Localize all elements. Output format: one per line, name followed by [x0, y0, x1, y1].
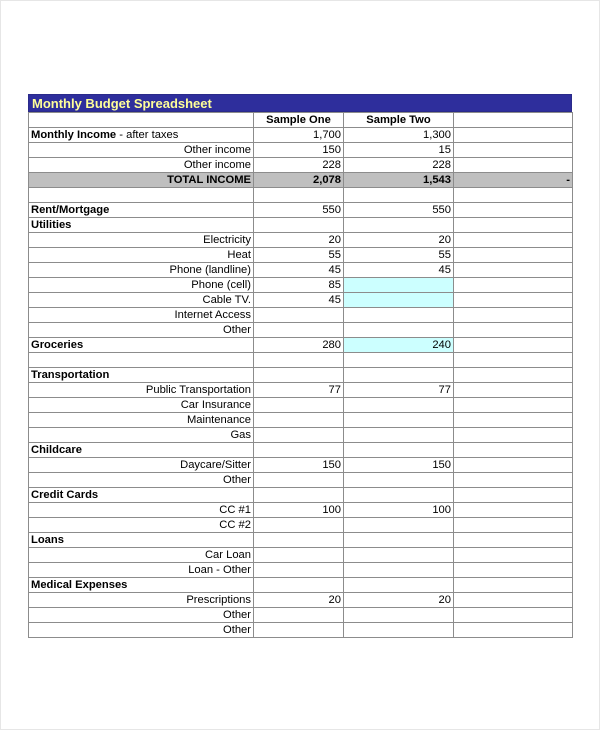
table-row	[29, 263, 573, 278]
sample-two-cell[interactable]: 228	[344, 158, 454, 173]
row-label-cell[interactable]	[29, 218, 254, 233]
row-label-cell[interactable]	[29, 158, 254, 173]
sample-one-cell[interactable]	[254, 623, 344, 638]
row-label: Other income	[183, 159, 251, 171]
table-row	[29, 578, 573, 593]
sample-one-cell[interactable]	[254, 218, 344, 233]
row-label-cell[interactable]	[29, 383, 254, 398]
sample-two-cell[interactable]	[344, 563, 454, 578]
sample-two-cell[interactable]	[344, 548, 454, 563]
sample-two-cell[interactable]	[344, 323, 454, 338]
table-row	[29, 473, 573, 488]
row-label: Credit Cards	[31, 489, 99, 501]
extra-cell[interactable]	[454, 503, 573, 518]
sample-two-cell[interactable]: 45	[344, 263, 454, 278]
table-row	[29, 608, 573, 623]
row-label-cell[interactable]	[29, 473, 254, 488]
sample-two-cell[interactable]	[344, 428, 454, 443]
table-row	[29, 338, 573, 353]
row-label-cell[interactable]	[29, 428, 254, 443]
table-row	[29, 173, 573, 188]
extra-cell[interactable]	[454, 473, 573, 488]
row-label: Loan - Other	[188, 564, 251, 576]
extra-cell[interactable]	[454, 263, 573, 278]
extra-cell[interactable]	[454, 593, 573, 608]
sample-two-cell[interactable]: 1,300	[344, 128, 454, 143]
sample-one-cell[interactable]	[254, 518, 344, 533]
table-row	[29, 518, 573, 533]
row-label: Monthly Income	[31, 129, 117, 141]
sample-two-cell[interactable]: 55	[344, 248, 454, 263]
row-label: Prescriptions	[186, 594, 251, 606]
table-row	[29, 308, 573, 323]
table-row	[29, 428, 573, 443]
row-label-cell[interactable]	[29, 623, 254, 638]
row-label: Public Transportation	[145, 384, 251, 396]
extra-cell[interactable]	[454, 308, 573, 323]
row-label-cell[interactable]	[29, 548, 254, 563]
row-label: Other	[223, 474, 251, 486]
extra-cell[interactable]	[454, 248, 573, 263]
extra-cell[interactable]: -	[454, 173, 573, 188]
table-row	[29, 623, 573, 638]
row-label-cell[interactable]	[29, 593, 254, 608]
sample-two-cell[interactable]: 15	[344, 143, 454, 158]
sample-one-cell[interactable]: 100	[254, 503, 344, 518]
sample-two-cell[interactable]	[344, 218, 454, 233]
sample-two-cell[interactable]	[344, 488, 454, 503]
sample-one-cell[interactable]: 45	[254, 293, 344, 308]
sample-one-cell[interactable]	[254, 368, 344, 383]
table-row	[29, 563, 573, 578]
row-label-cell[interactable]	[29, 563, 254, 578]
row-label-suffix: - after taxes	[116, 129, 179, 141]
row-label: Heat	[227, 249, 251, 261]
sample-two-cell[interactable]	[344, 578, 454, 593]
table-row	[29, 548, 573, 563]
extra-cell[interactable]	[454, 233, 573, 248]
sample-one-cell[interactable]: 550	[254, 203, 344, 218]
sample-one-cell[interactable]: 45	[254, 263, 344, 278]
extra-cell[interactable]	[454, 428, 573, 443]
sample-two-cell[interactable]	[344, 308, 454, 323]
extra-cell[interactable]	[454, 563, 573, 578]
table-row	[29, 533, 573, 548]
row-label-cell[interactable]	[29, 443, 254, 458]
sample-one-cell[interactable]: 150	[254, 143, 344, 158]
table-row	[29, 353, 573, 368]
extra-cell[interactable]	[454, 458, 573, 473]
row-label-cell[interactable]	[29, 338, 254, 353]
row-label: Utilities	[31, 219, 72, 231]
row-label-cell[interactable]	[29, 533, 254, 548]
row-label: Other	[223, 324, 251, 336]
extra-cell[interactable]	[454, 353, 573, 368]
row-label: Internet Access	[174, 309, 251, 321]
extra-cell[interactable]	[454, 338, 573, 353]
sample-two-cell[interactable]: 1,543	[344, 173, 454, 188]
table-row	[29, 218, 573, 233]
table-row	[29, 203, 573, 218]
row-label: Groceries	[31, 339, 84, 351]
extra-cell[interactable]	[454, 293, 573, 308]
sample-one-cell[interactable]	[254, 578, 344, 593]
row-label-cell[interactable]	[29, 278, 254, 293]
sample-one-cell[interactable]	[254, 548, 344, 563]
header-cell-label[interactable]	[29, 113, 254, 128]
row-label: Phone (cell)	[191, 279, 251, 291]
row-label: Phone (landline)	[169, 264, 251, 276]
sample-one-cell[interactable]	[254, 428, 344, 443]
table-row	[29, 383, 573, 398]
header-cell-sample-two[interactable]: Sample Two	[344, 113, 454, 128]
table-row	[29, 158, 573, 173]
extra-cell[interactable]	[454, 158, 573, 173]
sample-two-cell[interactable]	[344, 518, 454, 533]
sample-one-cell[interactable]	[254, 608, 344, 623]
extra-cell[interactable]	[454, 518, 573, 533]
sample-two-cell[interactable]	[344, 293, 454, 308]
sample-one-cell[interactable]	[254, 398, 344, 413]
sample-two-cell[interactable]: 150	[344, 458, 454, 473]
row-label-cell[interactable]	[29, 293, 254, 308]
row-label-cell[interactable]	[29, 488, 254, 503]
row-label: Loans	[31, 534, 64, 546]
sample-one-cell[interactable]: 55	[254, 248, 344, 263]
row-label-cell[interactable]	[29, 413, 254, 428]
table-row	[29, 488, 573, 503]
sample-one-cell[interactable]	[254, 533, 344, 548]
extra-cell[interactable]	[454, 218, 573, 233]
table-row	[29, 248, 573, 263]
sample-one-cell[interactable]	[254, 443, 344, 458]
header-cell-extra[interactable]	[454, 113, 573, 128]
row-label: CC #1	[219, 504, 251, 516]
row-label-cell[interactable]	[29, 128, 254, 143]
sample-one-cell[interactable]	[254, 488, 344, 503]
row-label: Other	[223, 609, 251, 621]
sample-two-cell[interactable]: 550	[344, 203, 454, 218]
row-label: Car Loan	[204, 549, 251, 561]
sample-one-cell[interactable]	[254, 563, 344, 578]
extra-cell[interactable]	[454, 608, 573, 623]
row-label-cell[interactable]	[29, 578, 254, 593]
extra-cell[interactable]	[454, 443, 573, 458]
row-label: Gas	[230, 429, 251, 441]
row-label-cell[interactable]	[29, 143, 254, 158]
sample-one-cell[interactable]	[254, 308, 344, 323]
budget-spreadsheet	[28, 94, 572, 638]
sample-one-cell[interactable]	[254, 188, 344, 203]
table-row	[29, 413, 573, 428]
sample-two-cell[interactable]	[344, 413, 454, 428]
row-label-cell[interactable]	[29, 353, 254, 368]
sample-two-cell[interactable]	[344, 443, 454, 458]
header-row	[29, 113, 573, 128]
sample-one-cell[interactable]: 77	[254, 383, 344, 398]
table-row	[29, 293, 573, 308]
table-row	[29, 458, 573, 473]
row-label: Other	[223, 624, 251, 636]
row-label: Daycare/Sitter	[180, 459, 251, 471]
sample-one-cell[interactable]: 150	[254, 458, 344, 473]
sample-two-cell[interactable]: 240	[344, 338, 454, 353]
extra-cell[interactable]	[454, 578, 573, 593]
table-row	[29, 368, 573, 383]
row-label: Cable TV.	[202, 294, 251, 306]
table-row	[29, 188, 573, 203]
row-label-cell[interactable]	[29, 263, 254, 278]
row-label: TOTAL INCOME	[167, 174, 251, 186]
sample-two-cell[interactable]	[344, 188, 454, 203]
extra-cell[interactable]	[454, 398, 573, 413]
extra-cell[interactable]	[454, 128, 573, 143]
row-label: Maintenance	[186, 414, 251, 426]
sample-two-cell[interactable]	[344, 368, 454, 383]
row-label: Childcare	[31, 444, 82, 456]
extra-cell[interactable]	[454, 278, 573, 293]
row-label-cell[interactable]	[29, 503, 254, 518]
extra-cell[interactable]	[454, 548, 573, 563]
sample-one-cell[interactable]: 280	[254, 338, 344, 353]
table-row	[29, 323, 573, 338]
row-label: Transportation	[31, 369, 110, 381]
sample-two-cell[interactable]: 20	[344, 233, 454, 248]
row-label-cell[interactable]	[29, 518, 254, 533]
sample-one-cell[interactable]	[254, 473, 344, 488]
sample-two-cell[interactable]	[344, 278, 454, 293]
extra-cell[interactable]	[454, 413, 573, 428]
row-label-cell[interactable]	[29, 458, 254, 473]
sample-two-cell[interactable]	[344, 533, 454, 548]
extra-cell[interactable]	[454, 623, 573, 638]
row-label-cell[interactable]	[29, 368, 254, 383]
row-label: Medical Expenses	[31, 579, 128, 591]
row-label-cell[interactable]	[29, 248, 254, 263]
table-row	[29, 503, 573, 518]
sample-two-cell[interactable]: 100	[344, 503, 454, 518]
extra-cell[interactable]	[454, 323, 573, 338]
row-label-cell[interactable]	[29, 233, 254, 248]
sample-one-cell[interactable]	[254, 353, 344, 368]
table-row	[29, 128, 573, 143]
table-row	[29, 398, 573, 413]
row-label-cell[interactable]	[29, 608, 254, 623]
row-label: Electricity	[203, 234, 251, 246]
extra-cell[interactable]	[454, 143, 573, 158]
sample-one-cell[interactable]	[254, 323, 344, 338]
sample-one-cell[interactable]: 20	[254, 233, 344, 248]
row-label: CC #2	[219, 519, 251, 531]
extra-cell[interactable]	[454, 188, 573, 203]
sample-one-cell[interactable]: 228	[254, 158, 344, 173]
sample-two-cell[interactable]	[344, 473, 454, 488]
row-label-cell[interactable]	[29, 203, 254, 218]
sample-one-cell[interactable]: 2,078	[254, 173, 344, 188]
budget-table	[28, 112, 573, 638]
sample-two-cell[interactable]	[344, 608, 454, 623]
sample-one-cell[interactable]	[254, 413, 344, 428]
sample-two-cell[interactable]	[344, 623, 454, 638]
sample-two-cell[interactable]: 20	[344, 593, 454, 608]
table-row	[29, 443, 573, 458]
row-label-cell[interactable]	[29, 398, 254, 413]
extra-cell[interactable]	[454, 368, 573, 383]
row-label: Car Insurance	[180, 399, 251, 411]
row-label-cell[interactable]	[29, 188, 254, 203]
table-row	[29, 143, 573, 158]
sheet-title: Monthly Budget Spreadsheet	[28, 94, 572, 112]
row-label: Other income	[183, 144, 251, 156]
table-row	[29, 593, 573, 608]
extra-cell[interactable]	[454, 203, 573, 218]
extra-cell[interactable]	[454, 533, 573, 548]
header-cell-sample-one[interactable]: Sample One	[254, 113, 344, 128]
extra-cell[interactable]	[454, 383, 573, 398]
extra-cell[interactable]	[454, 488, 573, 503]
sample-one-cell[interactable]: 1,700	[254, 128, 344, 143]
row-label-cell[interactable]	[29, 308, 254, 323]
sample-two-cell[interactable]: 77	[344, 383, 454, 398]
sample-two-cell[interactable]	[344, 398, 454, 413]
sample-one-cell[interactable]: 85	[254, 278, 344, 293]
sample-two-cell[interactable]	[344, 353, 454, 368]
sample-one-cell[interactable]: 20	[254, 593, 344, 608]
table-row	[29, 233, 573, 248]
row-label: Rent/Mortgage	[31, 204, 110, 216]
row-label-cell[interactable]	[29, 323, 254, 338]
table-row	[29, 278, 573, 293]
row-label-cell[interactable]	[29, 173, 254, 188]
